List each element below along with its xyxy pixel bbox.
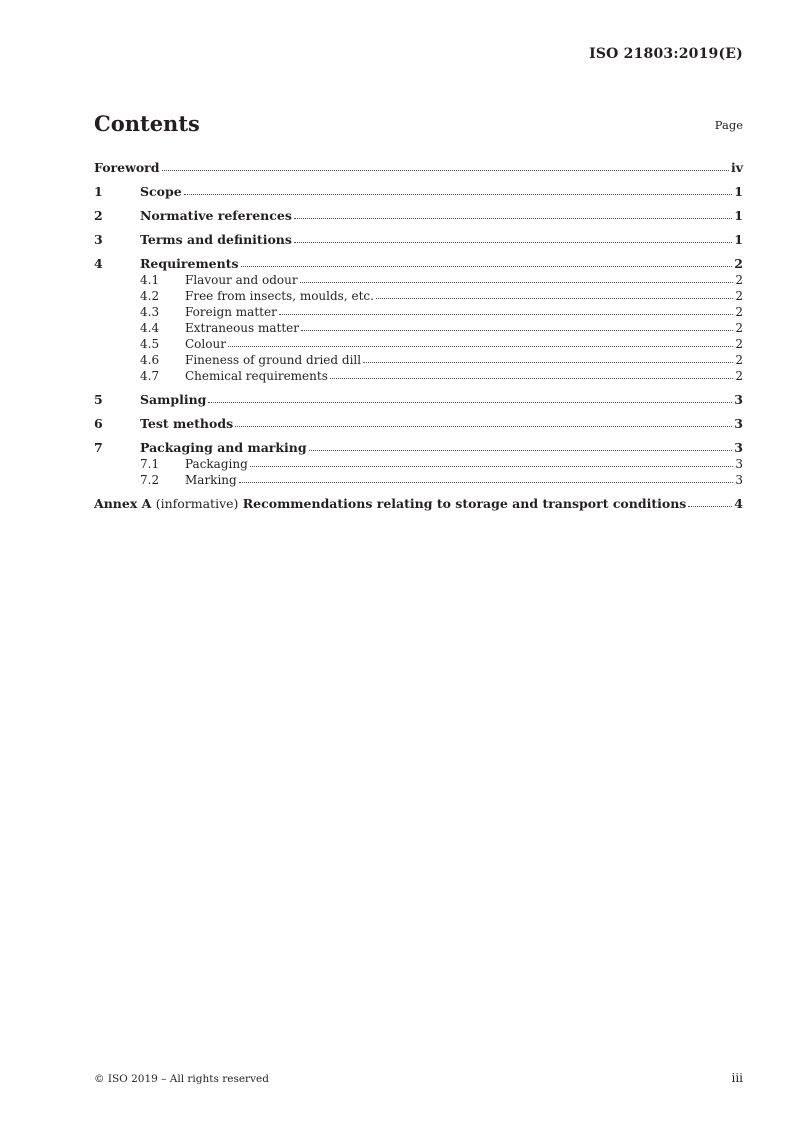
toc-page: 2 (735, 273, 743, 287)
toc-title: Sampling (140, 392, 207, 407)
toc-number: 1 (94, 184, 103, 199)
toc-title: Marking (185, 473, 237, 487)
dot-leader (241, 266, 733, 267)
toc-page: 4 (734, 496, 743, 511)
toc-number: 6 (94, 416, 103, 431)
toc-title (94, 496, 686, 511)
toc-title: Flavour and odour (185, 273, 298, 287)
toc-number: 7.1 (140, 457, 160, 471)
toc-page: 3 (734, 440, 743, 455)
toc-entry-4-2[interactable] (94, 287, 743, 303)
toc-number: 4.6 (140, 353, 160, 367)
toc-number: 4.4 (140, 321, 160, 335)
footer-copyright: © ISO 2019 – All rights reserved (94, 1073, 269, 1085)
toc-number: 7 (94, 440, 103, 455)
toc-page: 2 (735, 305, 743, 319)
toc-title: Test methods (140, 416, 234, 431)
toc-entry-4-1[interactable] (94, 271, 743, 287)
table-of-contents (94, 155, 743, 511)
toc-entry-1[interactable] (94, 175, 743, 199)
toc-number: 4.3 (140, 305, 160, 319)
contents-heading: Contents (94, 111, 200, 136)
toc-entry-annex-a[interactable] (94, 487, 743, 511)
dot-leader (208, 402, 732, 403)
annex-label: Annex A (94, 496, 152, 511)
toc-page: 1 (734, 184, 743, 199)
toc-page: 2 (735, 369, 743, 383)
toc-number: 4.7 (140, 369, 160, 383)
toc-number: 3 (94, 232, 103, 247)
toc-entry-7-2[interactable] (94, 471, 743, 487)
toc-page: 3 (735, 473, 743, 487)
dot-leader (184, 194, 733, 195)
toc-entry-4-3[interactable] (94, 303, 743, 319)
toc-entry-4-6[interactable] (94, 351, 743, 367)
toc-number: 4.1 (140, 273, 160, 287)
toc-entry-6[interactable] (94, 407, 743, 431)
toc-title: Chemical requirements (185, 369, 328, 383)
footer-page-number: iii (731, 1071, 743, 1085)
page-column-label: Page (714, 118, 743, 132)
dot-leader (279, 314, 734, 315)
toc-number: 4.5 (140, 337, 160, 351)
dot-leader (309, 450, 733, 451)
toc-page: 3 (734, 416, 743, 431)
toc-entry-7[interactable] (94, 431, 743, 455)
toc-title: Packaging and marking (140, 440, 307, 455)
toc-entry-3[interactable] (94, 223, 743, 247)
toc-page: 1 (734, 208, 743, 223)
toc-title: Free from insects, moulds, etc. (185, 289, 374, 303)
toc-entry-4-5[interactable] (94, 335, 743, 351)
toc-page: 2 (735, 337, 743, 351)
dot-leader (376, 298, 733, 299)
toc-page: iv (730, 160, 743, 175)
toc-number: 7.2 (140, 473, 160, 487)
dot-leader (363, 362, 733, 363)
annex-informative-tag: (informative) (155, 496, 239, 511)
dot-leader (688, 506, 732, 507)
dot-leader (239, 482, 734, 483)
dot-leader (330, 378, 733, 379)
toc-title: Extraneous matter (185, 321, 300, 335)
dot-leader (301, 330, 733, 331)
toc-number: 4.2 (140, 289, 160, 303)
dot-leader (162, 170, 729, 171)
toc-entry-4-4[interactable] (94, 319, 743, 335)
dot-leader (294, 242, 732, 243)
dot-leader (294, 218, 732, 219)
toc-number: 2 (94, 208, 103, 223)
toc-number: 5 (94, 392, 103, 407)
toc-number: 4 (94, 256, 103, 271)
toc-page: 2 (735, 353, 743, 367)
toc-page: 1 (734, 232, 743, 247)
toc-title: Normative references (140, 208, 292, 223)
toc-title: Foreword (94, 160, 160, 175)
toc-entry-foreword[interactable] (94, 155, 743, 175)
toc-title: Colour (185, 337, 226, 351)
toc-entry-7-1[interactable] (94, 455, 743, 471)
toc-page: 2 (735, 289, 743, 303)
toc-title: Foreign matter (185, 305, 277, 319)
dot-leader (235, 426, 732, 427)
document-id: ISO 21803:2019(E) (589, 46, 743, 62)
toc-title: Fineness of ground dried dill (185, 353, 362, 367)
toc-entry-4[interactable] (94, 247, 743, 271)
toc-title: Packaging (185, 457, 248, 471)
toc-entry-2[interactable] (94, 199, 743, 223)
dot-leader (250, 466, 734, 467)
toc-title: Requirements (140, 256, 239, 271)
dot-leader (300, 282, 734, 283)
toc-entry-5[interactable] (94, 383, 743, 407)
toc-title: Scope (140, 184, 182, 199)
toc-page: 3 (735, 457, 743, 471)
toc-title: Terms and definitions (140, 232, 292, 247)
toc-page: 2 (734, 256, 743, 271)
annex-title: Recommendations relating to storage and transport conditions (242, 496, 687, 511)
dot-leader (228, 346, 733, 347)
toc-page: 2 (735, 321, 743, 335)
toc-page: 3 (734, 392, 743, 407)
toc-entry-4-7[interactable] (94, 367, 743, 383)
